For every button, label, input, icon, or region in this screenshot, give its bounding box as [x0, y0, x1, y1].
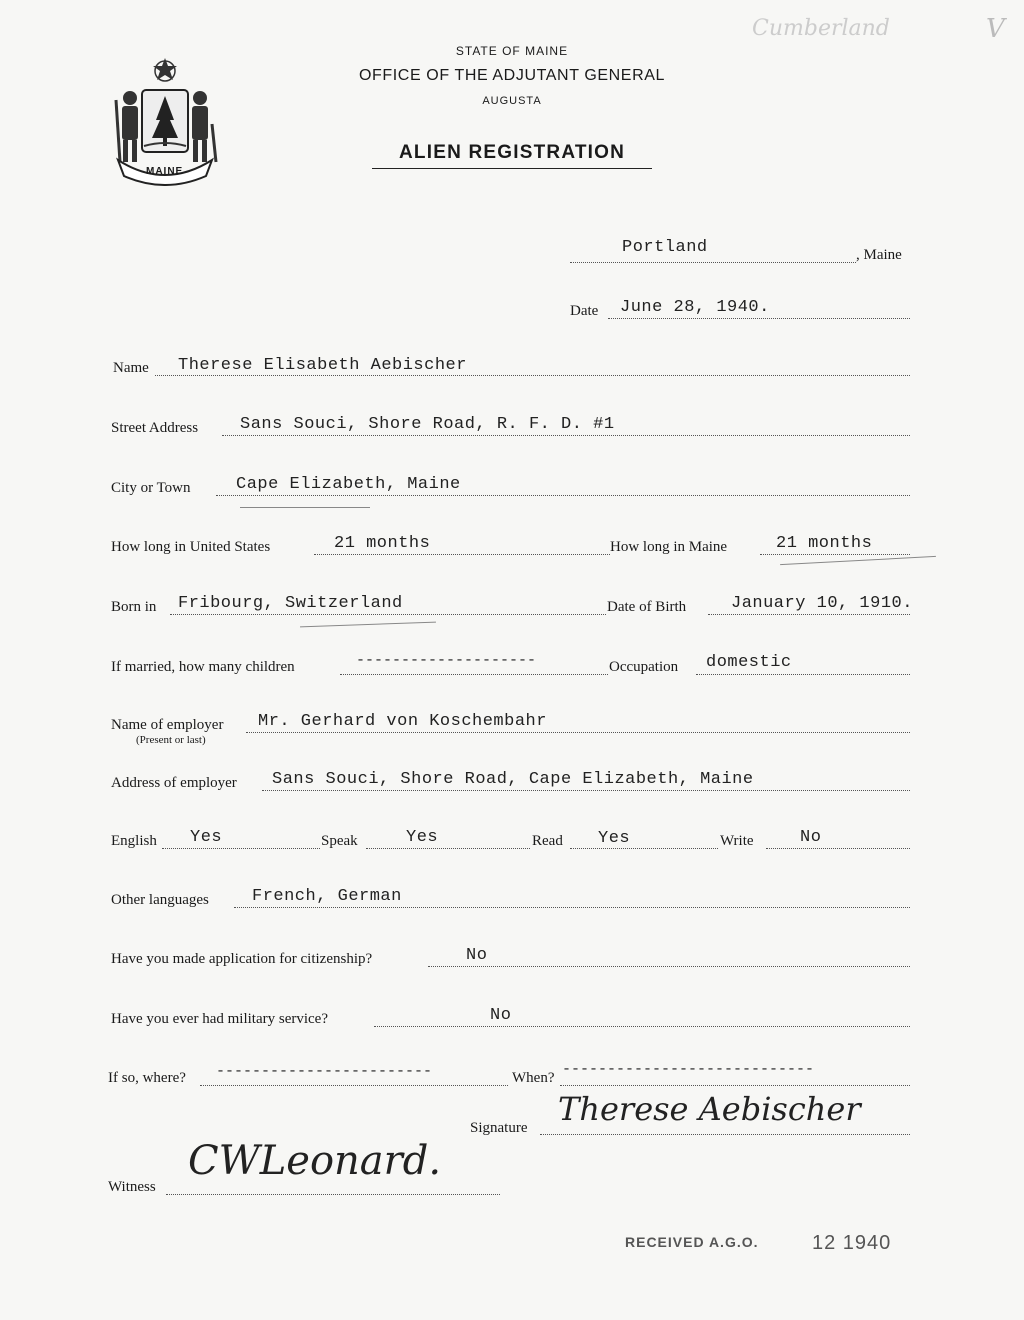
street-value: Sans Souci, Shore Road, R. F. D. #1: [240, 415, 615, 434]
witness-label: Witness: [108, 1179, 156, 1195]
when-value: ----------------------------: [562, 1061, 815, 1078]
date-value: June 28, 1940.: [620, 298, 770, 317]
english-value: Yes: [190, 828, 223, 847]
us-length-line: [314, 554, 610, 555]
street-line: [222, 435, 910, 436]
pencil-underline-born: [300, 622, 436, 628]
witness-line: [166, 1194, 500, 1195]
speak-value: Yes: [406, 828, 439, 847]
header-office: OFFICE OF THE ADJUTANT GENERAL: [358, 67, 666, 84]
born-label: Born in: [111, 599, 157, 615]
us-length-value: 21 months: [334, 534, 431, 553]
name-line: [155, 375, 910, 376]
military-label: Have you ever had military service?: [111, 1011, 328, 1027]
pencil-note: Cumberland: [752, 16, 890, 41]
title-underline: [372, 168, 652, 169]
military-value: No: [490, 1006, 512, 1025]
other-languages-label: Other languages: [111, 892, 209, 908]
where-label: If so, where?: [108, 1070, 186, 1086]
when-label: When?: [512, 1070, 555, 1086]
witness-value: CWLeonard.: [188, 1138, 442, 1184]
born-line: [170, 614, 606, 615]
date-line: [608, 318, 910, 319]
city-label: City or Town: [111, 480, 191, 496]
received-stamp-date: 12 1940: [812, 1232, 892, 1254]
name-label: Name: [113, 360, 149, 376]
employer-value: Mr. Gerhard von Koschembahr: [258, 712, 547, 731]
military-line: [374, 1026, 910, 1027]
seal-banner-text: MAINE: [146, 166, 184, 177]
employer-label: Name of employer: [111, 717, 224, 733]
read-line: [570, 848, 718, 849]
citizenship-value: No: [466, 946, 488, 965]
other-languages-line: [234, 907, 910, 908]
other-languages-value: French, German: [252, 887, 402, 906]
born-value: Fribourg, Switzerland: [178, 594, 403, 613]
city-value: Cape Elizabeth, Maine: [236, 475, 461, 494]
employer-address-value: Sans Souci, Shore Road, Cape Elizabeth, Maine: [272, 770, 754, 789]
name-value: Therese Elisabeth Aebischer: [178, 356, 467, 375]
employer-address-line: [262, 790, 910, 791]
speak-label: Speak: [321, 833, 358, 849]
header-state: STATE OF MAINE: [455, 44, 569, 58]
header-city: AUGUSTA: [482, 95, 542, 107]
received-stamp: RECEIVED A.G.O.: [625, 1234, 759, 1250]
write-line: [766, 848, 910, 849]
signature-label: Signature: [470, 1120, 528, 1136]
citizenship-line: [428, 966, 910, 967]
english-label: English: [111, 833, 157, 849]
read-value: Yes: [598, 829, 631, 848]
dob-line: [708, 614, 910, 615]
signature-value: Therese Aebischer: [558, 1090, 861, 1128]
form-title: ALIEN REGISTRATION: [398, 142, 626, 163]
citizenship-label: Have you made application for citizenship?: [111, 951, 373, 967]
signature-line: [540, 1134, 910, 1135]
when-line: [560, 1085, 910, 1086]
place-line: [570, 262, 856, 263]
city-line: [216, 495, 910, 496]
children-value: --------------------: [356, 652, 537, 669]
dob-value: January 10, 1910.: [731, 594, 913, 613]
place-value: Portland: [622, 238, 708, 257]
occupation-value: domestic: [706, 653, 792, 672]
where-value: ------------------------: [216, 1063, 433, 1080]
dob-label: Date of Birth: [607, 599, 687, 615]
english-line: [162, 848, 320, 849]
maine-length-value: 21 months: [776, 534, 873, 553]
maine-length-label: How long in Maine: [610, 539, 728, 555]
street-label: Street Address: [111, 420, 199, 436]
occupation-line: [696, 674, 910, 675]
employer-line: [246, 732, 910, 733]
employer-sublabel: (Present or last): [136, 734, 206, 746]
speak-line: [366, 848, 530, 849]
write-label: Write: [720, 833, 754, 849]
children-line: [340, 674, 608, 675]
children-label: If married, how many children: [111, 659, 295, 675]
employer-address-label: Address of employer: [111, 775, 237, 791]
check-mark: V: [986, 14, 1005, 44]
pencil-underline-city: [240, 507, 370, 508]
pencil-underline-maine: [780, 556, 936, 565]
maine-length-line: [760, 554, 910, 555]
date-label: Date: [570, 303, 599, 319]
occupation-label: Occupation: [609, 659, 679, 675]
place-suffix: , Maine: [856, 247, 902, 263]
where-line: [200, 1085, 508, 1086]
read-label: Read: [532, 833, 563, 849]
write-value: No: [800, 828, 822, 847]
us-length-label: How long in United States: [111, 539, 271, 555]
